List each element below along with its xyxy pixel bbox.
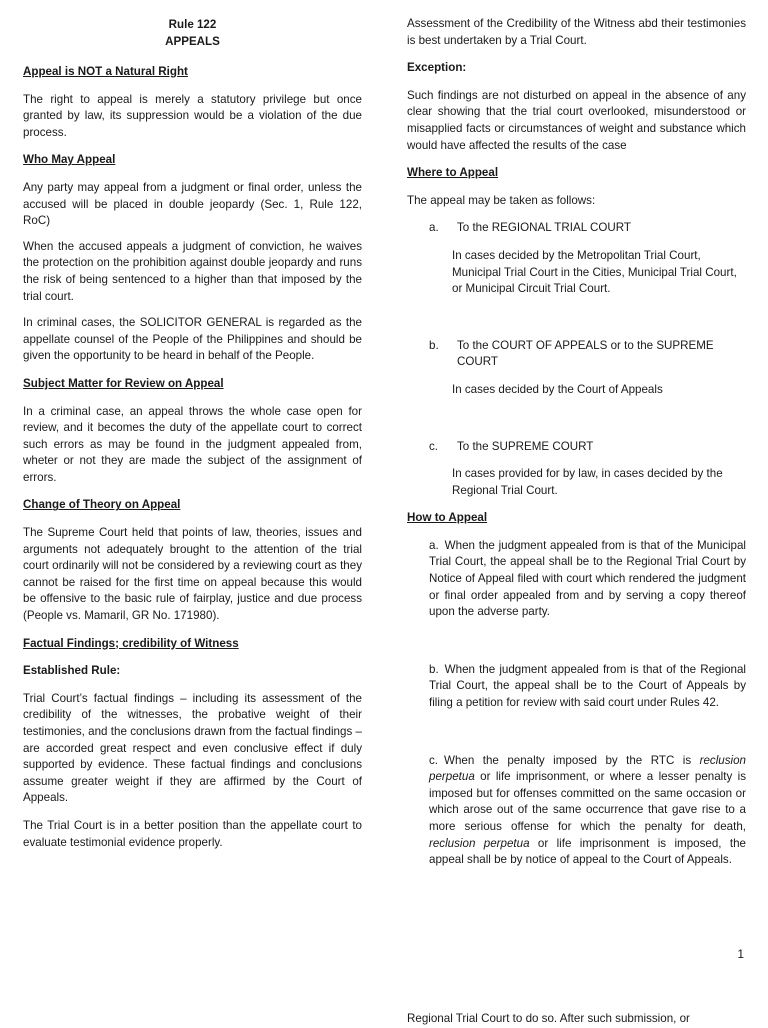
how-item-label: a. <box>429 538 439 552</box>
left-column <box>23 16 362 851</box>
where-item-label: b. <box>429 338 439 352</box>
rule-title: APPEALS <box>165 35 220 48</box>
where-item-description: In cases decided by the Court of Appeals <box>452 382 663 396</box>
heading-exception: Exception: <box>407 61 467 75</box>
para-exception: Such findings are not disturbed on appeal in the absence of any clear showing that the trial court overlooked, misunderstood or misapplied facts or circumstances of weight and substance which would have affected the results of the case <box>407 88 746 152</box>
where-item-a <box>407 220 746 237</box>
page-number: 1 <box>737 947 744 961</box>
para-where-intro: The appeal may be taken as follows: <box>407 193 596 207</box>
next-page-excerpt: Regional Trial Court to do so. After such submission, or <box>407 1012 690 1025</box>
para-natural-right: The right to appeal is merely a statutory privilege but once granted by law, its suppression would be a violation of the due process. <box>23 92 362 139</box>
how-item-emphasis-1: reclusion perpetua <box>429 753 746 784</box>
para-subject-matter: In a criminal case, an appeal throws the whole case open for review, and it becomes the duty of the appellate court to correct such errors as may be found in the judgment appealed from, wheter or not they are made the subject of the assignment of errors. <box>23 404 362 484</box>
how-item-label: b. <box>429 662 439 676</box>
para-who-3: In criminal cases, the SOLICITOR GENERAL is regarded as the appellate counsel of the People of the Philippines and should be given the opportunity to be heard in behalf of the People. <box>23 316 362 363</box>
how-item-text-3: or life imprisonment is imposed, the appeal shall be by notice of appeal to the Court of Appeals. <box>429 836 747 867</box>
how-item-label: c. <box>429 753 439 767</box>
heading-who-may-appeal: Who May Appeal <box>23 153 116 167</box>
how-item-a <box>407 538 746 621</box>
heading-where-to-appeal: Where to Appeal <box>407 166 499 180</box>
right-column <box>407 16 746 869</box>
para-who-2: When the accused appeals a judgment of conviction, he waives the protection on the prohibition against double jeopardy and runs the risk of being sentenced to a higher than that imposed by the trial court. <box>23 239 362 303</box>
heading-established-rule: Established Rule: <box>23 664 121 678</box>
how-item-b <box>407 662 746 712</box>
para-who-1: Any party may appeal from a judgment or final order, unless the accused will be placed in double jeopardy (Sec. 1, Rule 122, RoC) <box>23 180 362 228</box>
para-assessment: Assessment of the Credibility of the Witness abd their testimonies is best undertaken by a Trial Court. <box>407 17 746 47</box>
heading-natural-right: Appeal is NOT a Natural Right <box>23 65 188 78</box>
para-change-theory: The Supreme Court held that points of law, theories, issues and arguments not adequately brought to the attention of the trial court ordinarily will not be considered by a reviewing court as they cannot be raised for the first time on appeal because this would be offensive to the basic rule of fairplay, justice and due process (People vs. Mamaril, GR No. 171980). <box>23 526 362 623</box>
where-item-label: a. <box>429 221 439 235</box>
para-trial-court: The Trial Court is in a better position than the appellate court to evaluate testimonial evidence properly. <box>23 818 362 849</box>
where-item-text: To the SUPREME COURT <box>457 439 594 453</box>
where-item-label: c. <box>429 439 439 453</box>
para-established-rule: Trial Court’s factual findings – including its assessment of the credibility of the witnesses, the probative weight of their testimonies, and the conclusions drawn from the factual findings – are accorded great respect and even conclusive effect if duly supported by evidence. These factual findings and conclusions assume greater weight if they are affirmed by the Court of Appeals. <box>23 691 362 805</box>
where-item-description: In cases decided by the Metropolitan Trial Court, Municipal Trial Court in the Cities, Municipal Trial Court, or Municipal Circuit Trial Court. <box>452 248 737 296</box>
rule-number: Rule 122 <box>168 18 217 31</box>
where-item-text: To the COURT OF APPEALS or to the SUPREME COURT <box>457 338 714 369</box>
how-item-text-2: or life imprisonment, or where a lesser penalty is imposed but for offenses committed on the same occasion or which arose out of the same occurrence that gave rise to a more serious offense for which the penalty for death, <box>429 770 746 833</box>
where-item-b <box>407 338 746 371</box>
where-item-text: To the REGIONAL TRIAL COURT <box>457 221 631 235</box>
heading-change-theory: Change of Theory on Appeal <box>23 498 181 512</box>
heading-factual-findings: Factual Findings; credibility of Witness <box>23 636 239 650</box>
where-item-description: In cases provided for by law, in cases decided by the Regional Trial Court. <box>452 467 723 497</box>
how-item-text-1: When the penalty imposed by the RTC is <box>444 753 700 767</box>
how-item-emphasis-2: reclusion perpetua <box>429 836 530 850</box>
heading-subject-matter: Subject Matter for Review on Appeal <box>23 376 224 390</box>
heading-how-to-appeal: How to Appeal <box>407 511 488 525</box>
how-item-c <box>407 753 746 869</box>
where-item-c <box>407 439 746 456</box>
how-item-text: When the judgment appealed from is that of the Municipal Trial Court, the appeal shall be to the Regional Trial Court by Notice of Appeal filed with court which rendered the judgment or final order appealed from and by serving a copy thereof upon the adverse party. <box>429 538 746 619</box>
how-item-text: When the judgment appealed from is that of the Regional Trial Court, the appeal shall be to the Court of Appeals by filing a petition for review with said court under Rules 42. <box>429 662 746 710</box>
